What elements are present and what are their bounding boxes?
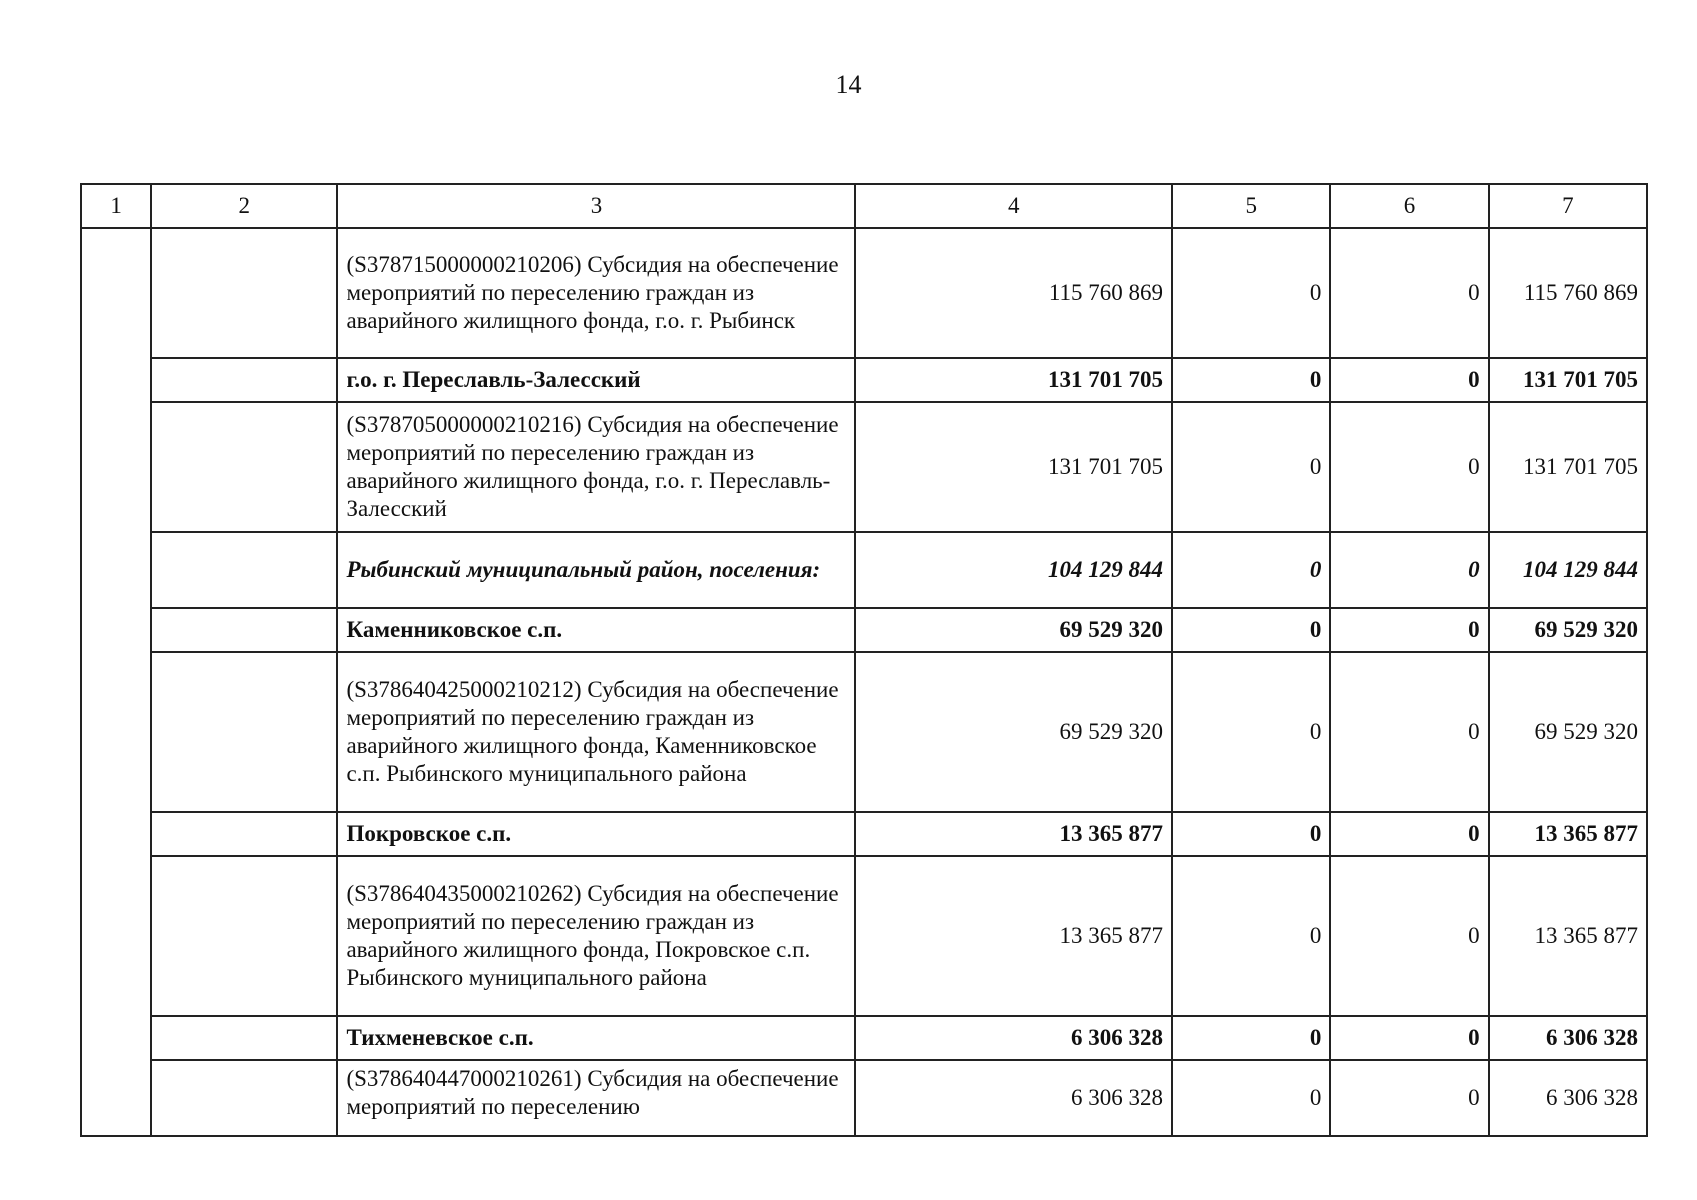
col-6-value: 0 [1330,532,1488,608]
col-7-value: 131 701 705 [1489,402,1647,532]
table-row [81,358,1647,402]
table-row [81,1016,1647,1060]
col-2-cell [151,856,337,1016]
col-5-value: 0 [1172,358,1330,402]
col-5-value: 0 [1172,856,1330,1016]
col-4-value: 6 306 328 [855,1016,1172,1060]
table-row [81,402,1647,532]
description-cell: Тихменевское с.п. [337,1016,855,1060]
table-row [81,812,1647,856]
header-col-1: 1 [81,184,151,228]
col-2-cell [151,228,337,358]
col-7-value: 69 529 320 [1489,652,1647,812]
col-6-value: 0 [1330,228,1488,358]
table-row [81,608,1647,652]
col-6-value: 0 [1330,608,1488,652]
table-row [81,228,1647,358]
header-col-2: 2 [151,184,337,228]
header-col-5: 5 [1172,184,1330,228]
merged-col-1-cell [81,228,151,1136]
col-7-value: 131 701 705 [1489,358,1647,402]
col-7-value: 69 529 320 [1489,608,1647,652]
col-2-cell [151,812,337,856]
table-row [81,652,1647,812]
col-2-cell [151,652,337,812]
col-4-value: 115 760 869 [855,228,1172,358]
col-6-value: 0 [1330,358,1488,402]
col-4-value: 69 529 320 [855,608,1172,652]
col-2-cell [151,358,337,402]
col-4-value: 131 701 705 [855,402,1172,532]
description-cell: (S378640425000210212) Субсидия на обеспечение мероприятий по переселению граждан из аварийного жилищного фонда, Каменниковское с.п. Рыбинского муниципального района [337,652,855,812]
header-col-3: 3 [337,184,855,228]
col-5-value: 0 [1172,228,1330,358]
col-4-value: 104 129 844 [855,532,1172,608]
col-7-value: 13 365 877 [1489,856,1647,1016]
col-6-value: 0 [1330,652,1488,812]
col-7-value: 13 365 877 [1489,812,1647,856]
table-row [81,1060,1647,1136]
col-4-value: 13 365 877 [855,812,1172,856]
col-5-value: 0 [1172,652,1330,812]
description-cell: Покровское с.п. [337,812,855,856]
col-5-value: 0 [1172,812,1330,856]
col-7-value: 6 306 328 [1489,1016,1647,1060]
col-6-value: 0 [1330,1016,1488,1060]
col-5-value: 0 [1172,608,1330,652]
col-5-value: 0 [1172,1060,1330,1136]
header-col-6: 6 [1330,184,1488,228]
col-4-value: 13 365 877 [855,856,1172,1016]
description-cell: (S378640447000210261) Субсидия на обеспечение мероприятий по переселению [337,1060,855,1136]
col-6-value: 0 [1330,402,1488,532]
col-2-cell [151,532,337,608]
col-4-value: 69 529 320 [855,652,1172,812]
description-cell: (S378640435000210262) Субсидия на обеспечение мероприятий по переселению граждан из аварийного жилищного фонда, Покровское с.п. Рыбинского муниципального района [337,856,855,1016]
col-2-cell [151,402,337,532]
col-6-value: 0 [1330,856,1488,1016]
col-2-cell [151,1016,337,1060]
page-number: 14 [835,70,862,99]
table-row [81,532,1647,608]
description-cell: г.о. г. Переславль-Залесский [337,358,855,402]
col-7-value: 115 760 869 [1489,228,1647,358]
col-5-value: 0 [1172,402,1330,532]
col-6-value: 0 [1330,1060,1488,1136]
header-col-4: 4 [855,184,1172,228]
budget-table [80,183,1648,1137]
col-7-value: 104 129 844 [1489,532,1647,608]
description-cell: Каменниковское с.п. [337,608,855,652]
col-2-cell [151,1060,337,1136]
col-4-value: 131 701 705 [855,358,1172,402]
description-cell: (S378705000000210216) Субсидия на обеспечение мероприятий по переселению граждан из аварийного жилищного фонда, г.о. г. Переславль-Залесский [337,402,855,532]
col-4-value: 6 306 328 [855,1060,1172,1136]
header-row [81,184,1647,228]
description-cell: Рыбинский муниципальный район, поселения: [337,532,855,608]
col-2-cell [151,608,337,652]
col-5-value: 0 [1172,1016,1330,1060]
col-7-value: 6 306 328 [1489,1060,1647,1136]
col-5-value: 0 [1172,532,1330,608]
col-6-value: 0 [1330,812,1488,856]
header-col-7: 7 [1489,184,1647,228]
description-cell: (S378715000000210206) Субсидия на обеспечение мероприятий по переселению граждан из аварийного жилищного фонда, г.о. г. Рыбинск [337,228,855,358]
table-row [81,856,1647,1016]
